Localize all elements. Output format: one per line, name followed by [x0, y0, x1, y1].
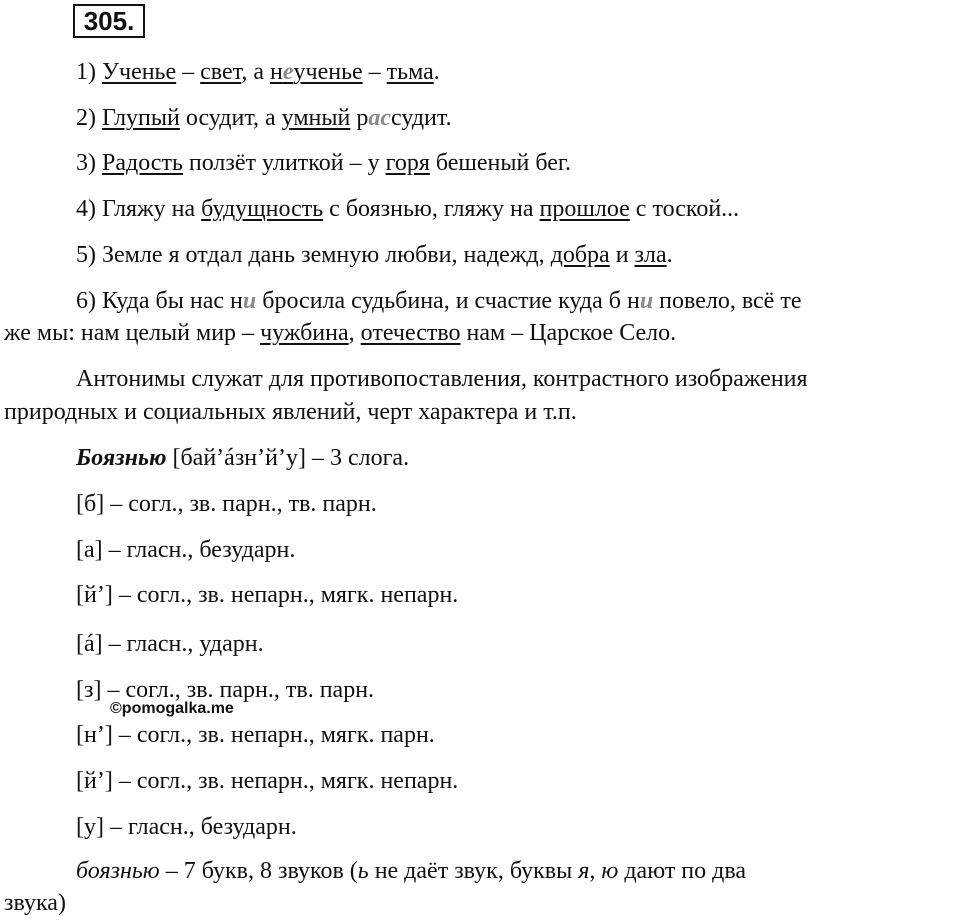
- sound-row: [й’] – согл., зв. непарн., мягк. непарн.: [76, 768, 459, 794]
- antonym-word: зла: [634, 242, 667, 268]
- sentence-6-line-1: 6) Куда бы нас ни бросила судьбина, и счастие куда б ни повело, всё те: [76, 288, 802, 314]
- vowel-highlight: и: [242, 288, 257, 314]
- antonym-word: чужбина: [260, 320, 349, 346]
- antonym-word: Глупый: [102, 105, 180, 131]
- sentence-6-line-2: же мы: нам целый мир – чужбина, отечество нам – Царское Село.: [4, 320, 677, 346]
- sound-row: [б] – согл., зв. парн., тв. парн.: [76, 491, 377, 517]
- antonym-word: добра: [550, 242, 610, 268]
- sound-row: [á] – гласн., ударн.: [76, 631, 264, 657]
- sound-row: [й’] – согл., зв. непарн., мягк. непарн.: [76, 582, 459, 608]
- watermark: ©pomogalka.me: [110, 700, 234, 717]
- vowel-highlight: ас: [368, 105, 392, 131]
- transcription: [бай’áзн’й’у] – 3 слога.: [166, 445, 410, 471]
- antonym-word: прошлое: [539, 196, 630, 222]
- antonym-word: отечество: [360, 320, 461, 346]
- summary-line-1: боязнью – 7 букв, 8 звуков (ь не даёт звук, буквы я, ю дают по два: [76, 858, 747, 884]
- antonym-word: будущность: [201, 196, 324, 222]
- summary-line-2: звука): [4, 890, 66, 916]
- vowel-highlight: и: [639, 288, 654, 314]
- sentence-2: 2) Глупый осудит, а умный рассудит.: [76, 105, 452, 131]
- conclusion-line-1: Антонимы служат для противопоставления, контрастного изображения: [76, 366, 808, 392]
- antonym-word: тьма: [386, 59, 434, 85]
- conclusion-line-2: природных и социальных явлений, черт характера и т.п.: [4, 399, 577, 425]
- sentence-1: 1) Ученье – свет, а неученье – тьма.: [76, 59, 440, 85]
- analysis-word: Боязнью: [76, 445, 167, 471]
- antonym-word: неученье: [270, 59, 363, 85]
- sound-row: [з] – согл., зв. парн., тв. парн.: [76, 677, 375, 703]
- antonym-word: свет: [200, 59, 242, 85]
- sound-row: [н’] – согл., зв. непарн., мягк. парн.: [76, 722, 435, 748]
- sound-row: [а] – гласн., безударн.: [76, 537, 296, 563]
- antonym-word: умный: [281, 105, 351, 131]
- antonym-word: горя: [385, 150, 430, 176]
- sentence-5: 5) Земле я отдал дань земную любви, надежд, добра и зла.: [76, 242, 673, 268]
- vowel-highlight: е: [282, 59, 294, 85]
- exercise-number: 305.: [73, 4, 145, 38]
- antonym-word: Ученье: [102, 59, 177, 85]
- sound-row: [у] – гласн., безударн.: [76, 814, 297, 840]
- summary-word: боязнью: [76, 858, 160, 884]
- analysis-heading: [76, 443, 409, 473]
- sentence-3: 3) Радость ползёт улиткой – у горя бешеный бег.: [76, 150, 572, 176]
- sentence-4: 4) Гляжу на будущность с боязнью, гляжу на прошлое с тоской...: [76, 196, 740, 222]
- antonym-word: Радость: [102, 150, 183, 176]
